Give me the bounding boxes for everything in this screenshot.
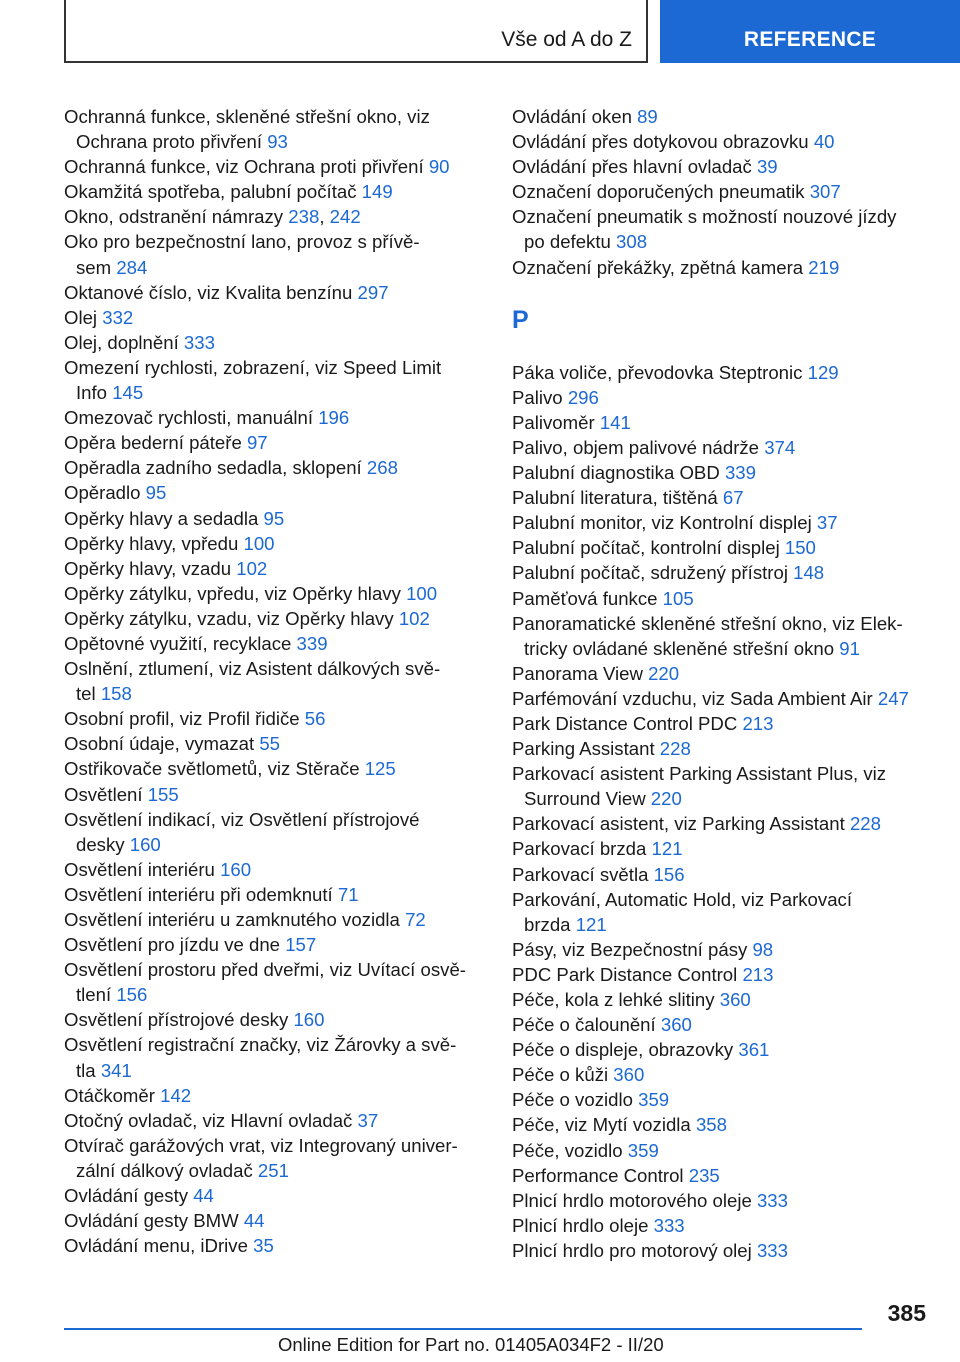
- index-entry-term: Palivo: [512, 386, 563, 408]
- index-entry-term: Péče, kola z lehké slitiny: [512, 989, 715, 1010]
- index-entry-term: Performance Control: [512, 1164, 684, 1186]
- index-entry: [512, 761, 932, 811]
- index-entry: [512, 435, 932, 460]
- page-reference-link[interactable]: 196: [318, 407, 350, 429]
- index-entry-term: Označení překážky, zpětná kamera: [512, 256, 804, 278]
- page-reference-link[interactable]: 125: [364, 758, 396, 780]
- page-reference-link[interactable]: 129: [807, 361, 839, 383]
- index-entry-term: Ochranná funkce, skleněné střešní okno, viz Ochrana proto přivření: [64, 106, 430, 153]
- page-reference-link[interactable]: 220: [648, 662, 680, 684]
- index-entry: [64, 1007, 484, 1032]
- section-title: Vše od A do Z: [501, 28, 632, 51]
- page-reference-link[interactable]: 95: [145, 482, 167, 504]
- page-reference-link[interactable]: 228: [659, 738, 691, 760]
- index-entry: [64, 1233, 484, 1258]
- index-entry: [64, 556, 484, 581]
- header-section-box: [64, 0, 648, 63]
- index-entry: [64, 430, 484, 455]
- index-entry: [64, 330, 484, 355]
- page-reference-link[interactable]: 359: [627, 1139, 659, 1161]
- index-entry-term: Ovládání přes dotykovou obrazovku: [512, 131, 809, 153]
- page-reference-link[interactable]: 56: [304, 708, 326, 730]
- index-entry-term: Parkovací asistent, viz Parking Assistant: [512, 813, 845, 835]
- page-reference-link[interactable]: 44: [243, 1210, 265, 1232]
- index-entry: [64, 280, 484, 305]
- page-reference-link[interactable]: 98: [752, 938, 774, 960]
- page-reference-link[interactable]: 238: [288, 206, 320, 228]
- index-entry: [64, 104, 484, 154]
- index-entry-term: Opěrky zátylku, vzadu, viz Opěrky hlavy: [64, 607, 394, 629]
- index-entry-term: Osvětlení interiéru u zamknutého vozidla: [64, 909, 400, 930]
- page-reference-link[interactable]: 93: [267, 131, 288, 153]
- index-entry-term: Opěrky hlavy a sedadla: [64, 507, 259, 529]
- index-entry-term: Olej: [64, 306, 98, 328]
- index-entry-term: Péče o čalounění: [512, 1014, 656, 1036]
- index-entry-term: Palubní monitor, viz Kontrolní displej: [512, 512, 812, 534]
- page-reference-link[interactable]: 37: [357, 1109, 379, 1131]
- page-reference-link[interactable]: 100: [243, 532, 275, 554]
- page-reference-link[interactable]: 150: [784, 537, 816, 559]
- index-entry: [512, 811, 932, 836]
- index-entry: [512, 987, 932, 1012]
- footer-divider: [64, 1328, 862, 1330]
- index-entry: [64, 706, 484, 731]
- page-reference-link[interactable]: 213: [742, 712, 774, 734]
- page-reference-link[interactable]: 155: [147, 783, 179, 805]
- index-entry-term: Otáčkoměr: [64, 1084, 155, 1106]
- page-reference-link[interactable]: 40: [813, 131, 835, 153]
- index-entry-term: Otvírač garážových vrat, viz Integrovaný univer- zální dálkový ovladač: [64, 1134, 458, 1181]
- page-reference-link[interactable]: 67: [722, 487, 744, 509]
- index-entry-term: Opěra bederní páteře: [64, 432, 242, 454]
- index-entry-term: Parkovací světla: [512, 863, 649, 885]
- index-entry-term: Ovládání oken: [512, 106, 632, 127]
- page-reference-link[interactable]: 156: [116, 984, 148, 1006]
- index-entry: Okno, odstranění námrazy 238, 242: [64, 206, 361, 228]
- page-reference-link[interactable]: 374: [764, 436, 796, 458]
- index-entry: [64, 731, 484, 756]
- page-reference-link[interactable]: 296: [567, 386, 599, 408]
- page-reference-link[interactable]: 333: [756, 1239, 788, 1261]
- index-entry: [64, 656, 484, 706]
- page-reference-link[interactable]: 100: [406, 582, 438, 604]
- page-reference-link[interactable]: 105: [662, 587, 694, 609]
- page-reference-link[interactable]: 358: [695, 1114, 727, 1136]
- page-reference-link[interactable]: 102: [398, 607, 430, 629]
- index-entry: [512, 661, 932, 686]
- index-entry-term: Opětovné využití, recyklace: [64, 632, 292, 654]
- index-entry-term: Olej, doplnění: [64, 331, 179, 353]
- index-entry-term: Péče o displeje, obrazovky: [512, 1039, 734, 1061]
- index-entry-term: Palubní počítač, sdružený přístroj: [512, 562, 788, 584]
- index-entry-term: Okamžitá spotřeba, palubní počítač: [64, 181, 357, 203]
- index-entry-term: Péče o vozidlo: [512, 1089, 633, 1111]
- page-reference-link[interactable]: 97: [246, 432, 268, 454]
- index-entry: [512, 962, 932, 987]
- index-entry-term: Osvětlení interiéru: [64, 858, 215, 880]
- index-group-p: [512, 360, 932, 1263]
- page-reference-link[interactable]: 148: [793, 562, 825, 584]
- index-entry-term: Opěrky hlavy, vpředu: [64, 532, 239, 554]
- index-entry: [64, 1208, 484, 1233]
- page-reference-link[interactable]: 220: [650, 788, 682, 810]
- index-entry-term: Péče, viz Mytí vozidla: [512, 1114, 691, 1136]
- index-entry-term: Osvětlení: [64, 783, 143, 805]
- index-entry: [512, 1062, 932, 1087]
- index-entry-term: Ovládání gesty: [64, 1185, 189, 1207]
- page-reference-link[interactable]: 91: [839, 637, 860, 659]
- page-reference-link[interactable]: 339: [296, 632, 328, 654]
- page-reference-link[interactable]: 219: [808, 256, 840, 278]
- index-entry: [512, 510, 932, 535]
- index-entry-term: Opěradla zadního sedadla, sklopení: [64, 457, 362, 479]
- page-reference-link[interactable]: 307: [809, 181, 841, 203]
- index-entry: [512, 360, 932, 385]
- index-entry: [512, 179, 932, 204]
- index-entry-term: Palivoměr: [512, 411, 595, 433]
- index-entry-term: Omezovač rychlosti, manuální: [64, 407, 314, 429]
- index-entry-term: Osvětlení pro jízdu ve dne: [64, 934, 281, 956]
- index-entry-term: Osvětlení přístrojové desky: [64, 1009, 289, 1031]
- index-entry: [64, 606, 484, 631]
- page-reference-link[interactable]: 160: [220, 858, 252, 880]
- index-entry: [64, 782, 484, 807]
- index-entry: [64, 1108, 484, 1133]
- index-entry: [64, 1083, 484, 1108]
- index-entry: [64, 1133, 484, 1183]
- index-entry-term: Plnicí hrdlo pro motorový olej: [512, 1239, 752, 1261]
- index-column-right: [512, 104, 932, 1263]
- index-entry: [512, 686, 932, 711]
- index-entry-term: PDC Park Distance Control: [512, 963, 738, 985]
- page-reference-link[interactable]: 90: [428, 156, 450, 178]
- page-reference-link[interactable]: 333: [756, 1189, 788, 1211]
- index-entry-term: Parfémování vzduchu, viz Sada Ambient Air: [512, 687, 873, 709]
- footer-edition: Online Edition for Part no. 01405A034F2 - II/20: [278, 1334, 664, 1355]
- index-letter-heading: P: [512, 305, 529, 334]
- page-reference-link[interactable]: 360: [719, 989, 751, 1010]
- index-entry: [64, 355, 484, 405]
- index-entry-term: Označení doporučených pneumatik: [512, 181, 805, 203]
- index-entry: [512, 1037, 932, 1062]
- index-entry: [512, 611, 932, 661]
- index-entry-term: Označení pneumatik s možností nouzové jízdy po defektu: [512, 206, 897, 253]
- page-reference-link[interactable]: 251: [257, 1159, 289, 1181]
- index-entry: [512, 129, 932, 154]
- index-entry: [512, 154, 932, 179]
- index-entry: [64, 631, 484, 656]
- page-reference-link[interactable]: 360: [613, 1064, 645, 1086]
- index-entry: [512, 711, 932, 736]
- page-reference-link[interactable]: 228: [849, 813, 881, 835]
- index-entry: [64, 857, 484, 882]
- index-entry: [512, 535, 932, 560]
- index-entry: [512, 887, 932, 937]
- index-entry: [64, 581, 484, 606]
- index-entry: [512, 485, 932, 510]
- page-reference-link[interactable]: 121: [651, 838, 683, 860]
- page-reference-link[interactable]: 149: [361, 181, 393, 203]
- page-reference-link[interactable]: 145: [112, 382, 144, 404]
- page-reference-link[interactable]: 55: [259, 733, 281, 755]
- page-number: 385: [887, 1300, 926, 1326]
- index-entry-term: Omezení rychlosti, zobrazení, viz Speed Limit Info: [64, 356, 442, 404]
- index-entry-term: Park Distance Control PDC: [512, 712, 738, 734]
- page-reference-link[interactable]: 268: [366, 457, 398, 479]
- index-entry-term: Oko pro bezpečnostní lano, provoz s přívě- sem: [64, 231, 420, 278]
- index-entry: [64, 480, 484, 505]
- index-entry-term: Osobní profil, viz Profil řidiče: [64, 708, 300, 730]
- page-reference-link[interactable]: 297: [357, 281, 389, 303]
- page-reference-link[interactable]: 361: [738, 1039, 770, 1061]
- index-entry-term: Oslnění, ztlumení, viz Asistent dálkových svě- tel: [64, 658, 441, 705]
- page-reference-link[interactable]: 156: [653, 863, 685, 885]
- index-entry: [64, 756, 484, 781]
- index-entry-term: Otočný ovladač, viz Hlavní ovladač: [64, 1109, 353, 1131]
- index-entry-term: Opěrky hlavy, vzadu: [64, 557, 232, 579]
- index-entry-term: Panoramatické skleněné střešní okno, viz Elek- tricky ovládané skleněné střešní okno: [512, 612, 903, 659]
- index-entry: [512, 104, 932, 129]
- index-entry: [64, 405, 484, 430]
- index-entry-term: Palubní diagnostika OBD: [512, 462, 720, 484]
- index-column-left: [64, 104, 484, 1258]
- page-reference-link[interactable]: 284: [116, 256, 148, 278]
- index-entry-term: Páka voliče, převodovka Steptronic: [512, 361, 803, 383]
- page-reference-link[interactable]: 160: [129, 833, 161, 855]
- index-entry: [64, 305, 484, 330]
- index-entry-term: Ovládání menu, iDrive: [64, 1235, 248, 1257]
- index-entry-term: Plnicí hrdlo motorového oleje: [512, 1189, 752, 1211]
- index-entry: [64, 932, 484, 957]
- index-entry-term: Paměťová funkce: [512, 587, 658, 609]
- page-reference-link[interactable]: 333: [183, 331, 215, 353]
- index-entry-term: Opěrky zátylku, vpředu, viz Opěrky hlavy: [64, 582, 401, 604]
- index-entry-term: Parkovací asistent Parking Assistant Plus, viz Surround View: [512, 763, 887, 810]
- page-reference-link[interactable]: 160: [293, 1009, 325, 1031]
- page-reference-link[interactable]: 359: [638, 1089, 670, 1111]
- index-entry-term: Palubní počítač, kontrolní displej: [512, 537, 780, 559]
- index-entry: [512, 1163, 932, 1188]
- index-entry: [512, 1238, 932, 1263]
- index-entry: [64, 807, 484, 857]
- index-entry: [64, 455, 484, 480]
- page-reference-link[interactable]: 360: [660, 1014, 692, 1036]
- page-reference-link[interactable]: 158: [100, 683, 132, 705]
- index-entry-term: Parkování, Automatic Hold, viz Parkovací brzda: [512, 888, 852, 935]
- index-entry-term: Osvětlení prostoru před dveřmi, viz Uvítací osvě- tlení: [64, 959, 466, 1006]
- index-entry-term: Pásy, viz Bezpečnostní pásy: [512, 938, 748, 960]
- index-entry: [64, 179, 484, 204]
- index-entry: [512, 937, 932, 962]
- page-reference-link[interactable]: 339: [724, 462, 756, 484]
- index-entry: [512, 385, 932, 410]
- index-entry: [512, 836, 932, 861]
- page-reference-link[interactable]: 95: [263, 507, 285, 529]
- page-reference-link[interactable]: 37: [816, 512, 838, 534]
- index-entry-term: Palivo, objem palivové nádrže: [512, 436, 760, 458]
- page-reference-link[interactable]: 39: [756, 156, 778, 178]
- page-reference-link[interactable]: 333: [653, 1214, 685, 1236]
- index-entry-term: Osobní údaje, vymazat: [64, 733, 255, 755]
- index-entry: [512, 862, 932, 887]
- page-reference-link[interactable]: 142: [160, 1084, 192, 1106]
- index-entry-term: Parkovací brzda: [512, 838, 647, 860]
- page-reference-link[interactable]: 35: [253, 1235, 274, 1257]
- index-entry-term: Ochranná funkce, viz Ochrana proti přivření: [64, 156, 424, 178]
- page-reference-link[interactable]: 72: [405, 909, 426, 930]
- index-entry: [512, 1188, 932, 1213]
- index-entry-term: Ovládání přes hlavní ovladač: [512, 156, 752, 178]
- index-entry: [64, 1032, 484, 1082]
- page-reference-link[interactable]: 213: [742, 963, 774, 985]
- index-entry: [512, 1112, 932, 1137]
- index-entry-term: Panorama View: [512, 662, 643, 684]
- index-group-o-continued: [512, 104, 932, 280]
- index-entry: [512, 736, 932, 761]
- index-entry: [512, 410, 932, 435]
- page-reference-link[interactable]: 121: [575, 913, 607, 935]
- page-reference-link[interactable]: 332: [102, 306, 134, 328]
- index-entry: [64, 154, 484, 179]
- index-entry: [64, 229, 484, 279]
- page-reference-link[interactable]: 102: [236, 557, 268, 579]
- index-entry-term: Ostřikovače světlometů, viz Stěrače: [64, 758, 360, 780]
- index-entry: [64, 882, 484, 907]
- index-entry-term: Oktanové číslo, viz Kvalita benzínu: [64, 281, 353, 303]
- index-entry: [512, 204, 932, 254]
- page-reference-link[interactable]: 89: [637, 106, 658, 127]
- page-reference-link[interactable]: 44: [193, 1185, 214, 1207]
- index-entry-term: Osvětlení interiéru při odemknutí: [64, 883, 333, 905]
- index-entry-term: Palubní literatura, tištěná: [512, 487, 718, 509]
- index-entry: [512, 460, 932, 485]
- index-entry: [512, 560, 932, 585]
- page-reference-link[interactable]: 308: [616, 231, 648, 253]
- index-entry: [512, 1087, 932, 1112]
- index-entry-term: Ovládání gesty BMW: [64, 1210, 239, 1232]
- page-reference-link[interactable]: 235: [688, 1164, 720, 1186]
- reference-tab[interactable]: [660, 0, 960, 63]
- index-entry-term: Okno, odstranění námrazy: [64, 206, 284, 228]
- index-entry-term: Péče o kůži: [512, 1064, 609, 1086]
- index-entry: [512, 1012, 932, 1037]
- page-reference-link[interactable]: 242: [329, 206, 361, 228]
- index-entry: [512, 255, 932, 280]
- index-entry-term: Osvětlení registrační značky, viz Žárovky a svě- tla: [64, 1034, 457, 1081]
- index-entry-term: Opěradlo: [64, 482, 141, 504]
- reference-tab-label: REFERENCE: [743, 28, 877, 51]
- index-entry: [64, 531, 484, 556]
- index-entry: [64, 957, 484, 1007]
- page-reference-link[interactable]: 341: [100, 1059, 132, 1081]
- index-entry-term: Parking Assistant: [512, 738, 655, 760]
- index-entry: [512, 1213, 932, 1238]
- index-entry-term: Péče, vozidlo: [512, 1139, 623, 1161]
- page-reference-link[interactable]: 247: [877, 687, 909, 709]
- page-reference-link[interactable]: 71: [337, 883, 359, 905]
- index-entry: [512, 586, 932, 611]
- index-entry-term: Osvětlení indikací, viz Osvětlení přístrojové desky: [64, 808, 420, 855]
- page-reference-link[interactable]: 141: [599, 411, 631, 433]
- index-entry: [64, 1183, 484, 1208]
- index-entry: [64, 907, 484, 932]
- page-reference-link[interactable]: 157: [285, 934, 317, 956]
- index-entry: [512, 1138, 932, 1163]
- index-entry-term: Plnicí hrdlo oleje: [512, 1214, 649, 1236]
- index-entry: [64, 506, 484, 531]
